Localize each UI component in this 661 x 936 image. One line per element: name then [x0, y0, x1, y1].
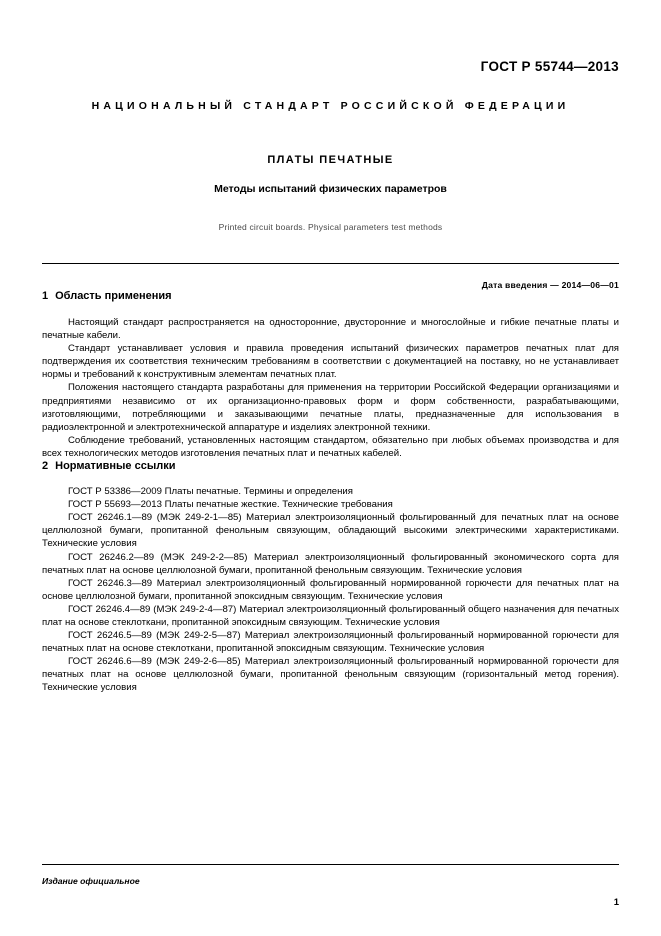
section-1-heading — [42, 290, 619, 302]
page-subtitle: Методы испытаний физических параметров — [214, 183, 447, 195]
section-2-title: Нормативные ссылки — [55, 460, 176, 473]
section-1-title: Область применения — [55, 290, 172, 302]
page-title: ПЛАТЫ ПЕЧАТНЫЕ — [267, 154, 394, 166]
header-divider — [42, 263, 619, 264]
reference-entry: ГОСТ 26246.1—89 (МЭК 249-2-1—85) Материал электроизоляционный фольгированный для печатных плат на основе целлюлозной бумаги, пропитанной фенольным связующим, обладающий высокими электрическими характеристиками. Технические условия — [42, 512, 619, 550]
reference-entry: ГОСТ 26246.6—89 (МЭК 249-2-6—85) Материал электроизоляционный фольгированный нормированной горючести для печатных плат на основе целлюлозной бумаги, пропитанной фенольным связующим (горизонтальный метод горения). Технические условия — [42, 656, 619, 694]
footer-divider — [42, 864, 619, 865]
section-2-body — [42, 485, 619, 695]
page-title-english: Printed circuit boards. Physical parameters test methods — [218, 222, 443, 232]
reference-entry: ГОСТ Р 53386—2009 Платы печатные. Термины и определения — [68, 486, 353, 498]
page-number: 1 — [613, 897, 619, 908]
introduction-date: Дата введения — 2014—06—01 — [481, 280, 619, 290]
reference-entry: ГОСТ 26246.3—89 Материал электроизоляционный фольгированный нормированной горючести для печатных плат на основе целлюлозной бумаги, пропитанной эпоксидным связующим. Технические условия — [42, 577, 619, 602]
reference-entry: ГОСТ 26246.5—89 (МЭК 249-2-5—87) Материал электроизоляционный фольгированный нормированной горючести для печатных плат на основе стеклоткани, пропитанной эпоксидным связующим. Технические условия — [42, 630, 619, 655]
paragraph: Настоящий стандарт распространяется на односторонние, двусторонние и многослойные и гибкие печатные платы и печатные кабели. — [42, 317, 619, 342]
official-edition-note: Издание официальное — [42, 876, 140, 886]
document-code: ГОСТ Р 55744—2013 — [480, 59, 619, 74]
section-1-number: 1 — [42, 290, 49, 302]
page-content — [42, 0, 619, 936]
paragraph: Соблюдение требований, установленных настоящим стандартом, обязательно при любых объемах производства и для всех технологических методов изготовления печатных плат и печатных кабелей. — [42, 434, 619, 459]
reference-entry: ГОСТ 26246.4—89 (МЭК 249-2-4—87) Материал электроизоляционный фольгированный общего назначения для печатных плат на основе стеклоткани, пропитанной эпоксидным связующим. Технические условия — [42, 603, 619, 628]
section-1-body — [42, 316, 619, 460]
paragraph: Положения настоящего стандарта разработаны для применения на территории Российской Федерации организациями и предприятиями независимо от их организационно-правовых форм и форм собственности, разрабатывающими, изготовляющими, потребляющими и заказывающими печатные платы, предназначенные для использования в радиоэлектронной и электротехнической аппаратуре и изделиях электронной техники. — [42, 382, 619, 433]
title-block — [42, 154, 619, 232]
national-standard-line: НАЦИОНАЛЬНЫЙ СТАНДАРТ РОССИЙСКОЙ ФЕДЕРАЦИИ — [91, 100, 570, 112]
reference-entry: ГОСТ Р 55693—2013 Платы печатные жесткие. Технические требования — [68, 499, 393, 511]
section-2-heading — [42, 460, 619, 472]
section-2-number: 2 — [42, 460, 49, 473]
paragraph: Стандарт устанавливает условия и правила проведения испытаний физических параметров печатных плат для подтверждения их соответствия техническим требованиям в соответствии с документацией на поставку, но не устанавливает нормы и требований к конструктивным элементам печатных плат. — [42, 343, 619, 381]
reference-entry: ГОСТ 26246.2—89 (МЭК 249-2-2—85) Материал электроизоляционный фольгированный экономического сорта для печатных плат на основе целлюлозной бумаги, пропитанной фенольным связующим. Технические условия — [42, 551, 619, 576]
